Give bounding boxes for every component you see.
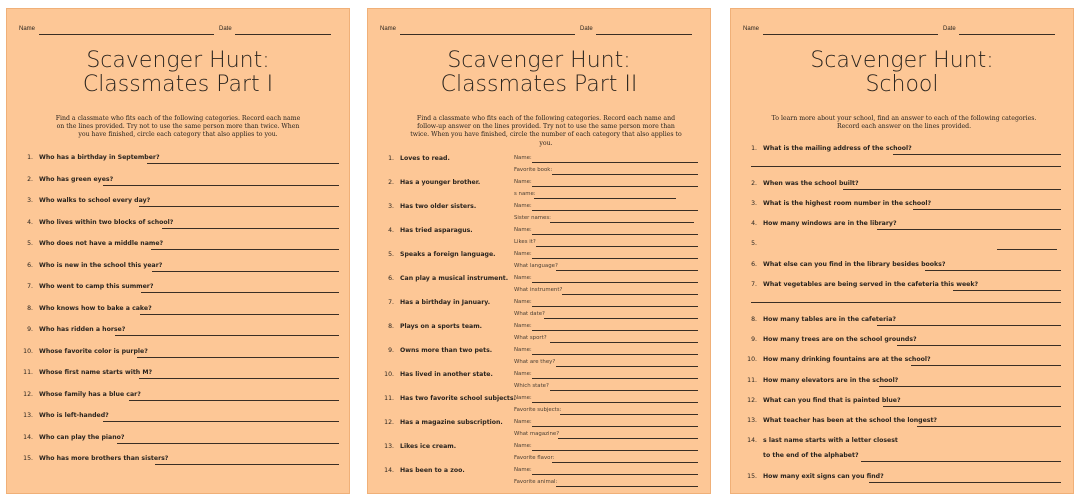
list-item [743,145,912,152]
item-number: 12. [747,397,757,404]
list-item [380,227,473,234]
title-line-2: Classmates Part II [440,72,638,97]
item-number: 3. [27,197,33,204]
item-number: 13. [747,417,757,424]
item-text: Who went to camp this summer? [39,283,154,290]
item-text: What can you find that is painted blue? [763,397,901,404]
name-label: Name: [514,395,532,401]
name-label: Name: [514,179,532,185]
followup-label: What date? [514,311,545,317]
date-line[interactable] [235,34,331,35]
item-number: 10. [747,356,757,363]
item-number: 7. [751,281,757,288]
list-item [380,275,508,282]
name-label: Name: [514,371,532,377]
list-item [743,316,896,323]
item-number: 15. [23,455,33,462]
item-number: 5. [27,240,33,247]
list-item [19,369,152,376]
item-number: 2. [751,180,757,187]
item-number: 9. [27,326,33,333]
list-item [380,347,492,354]
answer-line[interactable] [141,292,339,293]
item-text: Has been to a zoo. [400,467,465,474]
name-label: Name: [514,251,532,257]
instructions: Find a classmate who fits each of the following categories. Record each name and follow-up answer on the lines provided. Try not to use the same person more than twice. When you have finished, circle the number of each category that also applies to you. [410,115,682,147]
item-text: Has a magazine subscription. [400,419,503,426]
answer-line[interactable] [162,228,339,229]
list-item [743,240,763,247]
item-text: Loves to read. [400,155,450,162]
item-number: 6. [27,262,33,269]
item-text: Who lives within two blocks of school? [39,219,174,226]
date-line[interactable] [959,34,1055,35]
date-label: Date [219,26,232,32]
name-line[interactable] [400,34,575,35]
list-item [380,467,465,474]
answer-line[interactable] [552,462,698,463]
name-label: Name [19,26,36,32]
answer-line[interactable] [129,400,339,401]
answer-line[interactable] [558,438,698,439]
item-number: 4. [388,227,394,234]
item-number: 7. [388,299,394,306]
answer-line[interactable] [550,342,698,343]
answer-line[interactable] [843,189,1061,190]
item-text: What vegetables are being served in the cafeteria this week? [763,281,979,288]
item-number: 9. [388,347,394,354]
name-label: Name: [514,227,532,233]
list-item [19,283,153,290]
date-label: Date [580,26,593,32]
item-text: Whose first name starts with M? [39,369,153,376]
item-text: What teacher has been at the school the longest? [763,417,937,424]
answer-line[interactable] [532,282,698,283]
answer-line[interactable] [532,210,698,211]
list-item [743,180,859,187]
item-text: Who can play the piano? [39,434,125,441]
name-line[interactable] [763,34,938,35]
answer-line[interactable] [997,249,1057,250]
list-item [743,377,898,384]
answer-line[interactable] [552,174,698,175]
answer-line[interactable] [155,464,339,465]
instructions: To learn more about your school, find an answer to each of the following categories. Record each answer on the lines provided. [771,115,1037,131]
answer-line[interactable] [544,318,698,319]
item-number: 4. [27,219,33,226]
item-text: Has lived in another state. [400,371,493,378]
item-number: 3. [388,203,394,210]
followup-label: What sport? [514,335,547,341]
name-date-header [743,26,1061,36]
item-text: How many trees are on the school grounds? [763,336,917,343]
answer-line[interactable] [532,402,698,403]
item-text: Can play a musical instrument. [400,275,509,282]
answer-line[interactable] [877,325,1061,326]
item-number: 7. [27,283,33,290]
answer-line[interactable] [751,302,1061,303]
followup-label: Which state? [514,383,549,389]
answer-line[interactable] [152,271,339,272]
answer-line[interactable] [532,186,698,187]
item-text: Who has a birthday in September? [39,154,160,161]
page-title [731,49,1073,97]
name-label: Name: [514,275,532,281]
date-label: Date [943,26,956,32]
item-text: Who has more brothers than sisters? [39,455,169,462]
answer-line[interactable] [532,306,698,307]
list-item [19,154,160,161]
answer-line[interactable] [897,345,1061,346]
answer-line[interactable] [861,461,1061,462]
item-text: Plays on a sports team. [400,323,482,330]
item-text: When was the school built? [763,180,859,187]
item-text: s last name starts with a letter closest [763,437,898,444]
item-number: 10. [384,371,394,378]
item-number: 14. [747,437,757,444]
instructions: Find a classmate who fits each of the following categories. Record each name on the lines provided. Try not to use the same person more than twice. When you have finished, circle each category that also applies to you. [55,115,301,139]
answer-line[interactable] [562,294,698,295]
item-text: Has two older sisters. [400,203,477,210]
answer-line[interactable] [532,450,698,451]
list-item [19,434,124,441]
followup-label: Favorite subjects: [514,407,562,413]
list-item [743,437,898,444]
list-item [19,391,141,398]
item-text: Has tried asparagus. [400,227,473,234]
answer-line[interactable] [917,426,1061,427]
followup-label: What language? [514,263,558,269]
item-number: 8. [27,305,33,312]
answer-line[interactable] [103,421,339,422]
item-number: 2. [27,176,33,183]
list-item [380,419,503,426]
item-number: 14. [23,434,33,441]
item-number: 11. [384,395,394,402]
list-item [743,417,937,424]
answer-line[interactable] [556,270,698,271]
answer-line[interactable] [139,206,339,207]
answer-line[interactable] [532,330,698,331]
item-text: Who does not have a middle name? [39,240,164,247]
answer-line[interactable] [877,229,1061,230]
answer-line[interactable] [532,426,698,427]
followup-label: What are they? [514,359,556,365]
answer-line[interactable] [893,154,1061,155]
title-line-2: School [865,72,939,97]
item-text: Whose family has a blue car? [39,391,141,398]
list-item [743,220,897,227]
answer-line[interactable] [140,314,339,315]
name-label: Name [743,26,760,32]
item-number: 2. [388,179,394,186]
answer-line[interactable] [556,366,698,367]
answer-line[interactable] [532,354,698,355]
name-label: Name: [514,155,532,161]
followup-label: Favorite book: [514,167,553,173]
item-number: 11. [747,377,757,384]
page-title [368,49,710,97]
item-number: 10. [23,348,33,355]
item-text: Owns more than two pets. [400,347,493,354]
list-item [19,197,150,204]
name-label: Name: [514,299,532,305]
followup-label: s name: [514,191,536,197]
list-item [19,348,148,355]
item-number: 12. [23,391,33,398]
title-line-1: Scavenger Hunt: [86,48,270,73]
item-number: 3. [751,200,757,207]
title-line-1: Scavenger Hunt: [447,48,631,73]
list-item [380,203,476,210]
answer-line[interactable] [115,335,339,336]
list-item [743,473,884,480]
item-number: 15. [747,473,757,480]
answer-line[interactable] [560,414,698,415]
followup-label: Likes it? [514,239,536,245]
item-number: 11. [23,369,33,376]
date-line[interactable] [596,34,692,35]
answer-line[interactable] [147,163,339,164]
worksheet-classmates-part-2 [367,8,711,494]
followup-label: Favorite flavor: [514,455,555,461]
item-number: 5. [751,240,757,247]
answer-line[interactable] [869,482,1061,483]
item-text: Likes ice cream. [400,443,457,450]
item-number: 6. [751,261,757,268]
followup-label: What instrument? [514,287,563,293]
worksheet-school [730,8,1074,494]
item-number: 9. [751,336,757,343]
name-label: Name: [514,323,532,329]
list-item [743,336,917,343]
name-label: Name: [514,203,532,209]
name-date-header [19,26,337,36]
item-number: 13. [384,443,394,450]
answer-line[interactable] [117,443,339,444]
list-item [380,395,516,402]
answer-line[interactable] [103,185,339,186]
item-text: Who walks to school every day? [39,197,151,204]
list-item [380,443,456,450]
worksheet-classmates-part-1 [6,8,350,494]
list-item [19,305,152,312]
name-label: Name: [514,347,532,353]
answer-line[interactable] [532,162,698,163]
list-item [743,281,978,288]
item-text: How many windows are in the library? [763,220,897,227]
list-item [743,356,931,363]
name-label: Name: [514,419,532,425]
item-number: 8. [751,316,757,323]
item-text: Who is new in the school this year? [39,262,163,269]
list-item [19,412,109,419]
item-number: 6. [388,275,394,282]
list-item [743,261,945,268]
followup-label: Sister names: [514,215,552,221]
item-number: 1. [27,154,33,161]
item-text: Who knows how to bake a cake? [39,305,152,312]
item-number: 4. [751,220,757,227]
item-text: What else can you find in the library besides books? [763,261,946,268]
item-text: Has two favorite school subjects. [400,395,516,402]
answer-line[interactable] [879,386,1061,387]
item-number: 13. [23,412,33,419]
answer-line[interactable] [532,378,698,379]
list-item [19,176,113,183]
item-text: How many elevators are in the school? [763,377,899,384]
item-text: How many exit signs can you find? [763,473,884,480]
item-number: 14. [384,467,394,474]
list-item [380,299,490,306]
answer-line[interactable] [751,166,1061,167]
answer-line[interactable] [137,357,339,358]
name-line[interactable] [39,34,214,35]
item-text: to the end of the alphabet? [763,452,859,459]
item-text: Has a birthday in January. [400,299,491,306]
answer-line[interactable] [953,290,1061,291]
list-item [19,219,173,226]
answer-line[interactable] [925,270,1061,271]
name-label: Name [380,26,397,32]
item-number: 8. [388,323,394,330]
item-text: Who has green eyes? [39,176,114,183]
item-text: Has a younger brother. [400,179,481,186]
item-text: What is the mailing address of the school? [763,145,912,152]
answer-line[interactable] [534,198,676,199]
answer-line[interactable] [913,209,1061,210]
list-item-continued [763,452,859,459]
answer-line[interactable] [532,234,698,235]
item-text: Who has ridden a horse? [39,326,126,333]
list-item [743,200,931,207]
answer-line[interactable] [532,474,698,475]
list-item [743,397,901,404]
page-title [7,49,349,97]
name-label: Name: [514,443,532,449]
item-text: What is the highest room number in the school? [763,200,932,207]
item-text: Who is left-handed? [39,412,109,419]
answer-line[interactable] [911,365,1061,366]
title-line-2: Classmates Part I [82,72,274,97]
answer-line[interactable] [556,486,698,487]
name-label: Name: [514,467,532,473]
item-number: 1. [751,145,757,152]
answer-line[interactable] [151,249,339,250]
list-item [19,262,162,269]
answer-line[interactable] [536,246,698,247]
name-date-header [380,26,698,36]
title-line-1: Scavenger Hunt: [810,48,994,73]
list-item [380,155,450,162]
list-item [380,323,482,330]
item-number: 1. [388,155,394,162]
list-item [19,240,163,247]
answer-line[interactable] [532,258,698,259]
item-number: 12. [384,419,394,426]
list-item [380,179,480,186]
followup-label: Favorite animal: [514,479,558,485]
item-number: 5. [388,251,394,258]
answer-line[interactable] [550,390,698,391]
item-text: How many drinking fountains are at the school? [763,356,931,363]
list-item [19,455,168,462]
item-text: How many tables are in the cafeteria? [763,316,897,323]
answer-line[interactable] [550,222,694,223]
followup-label: What magazine? [514,431,560,437]
answer-line[interactable] [139,378,339,379]
item-text: Whose favorite color is purple? [39,348,148,355]
answer-line[interactable] [883,406,1061,407]
item-text: Speaks a foreign language. [400,251,496,258]
list-item [380,251,496,258]
list-item [380,371,493,378]
list-item [19,326,125,333]
